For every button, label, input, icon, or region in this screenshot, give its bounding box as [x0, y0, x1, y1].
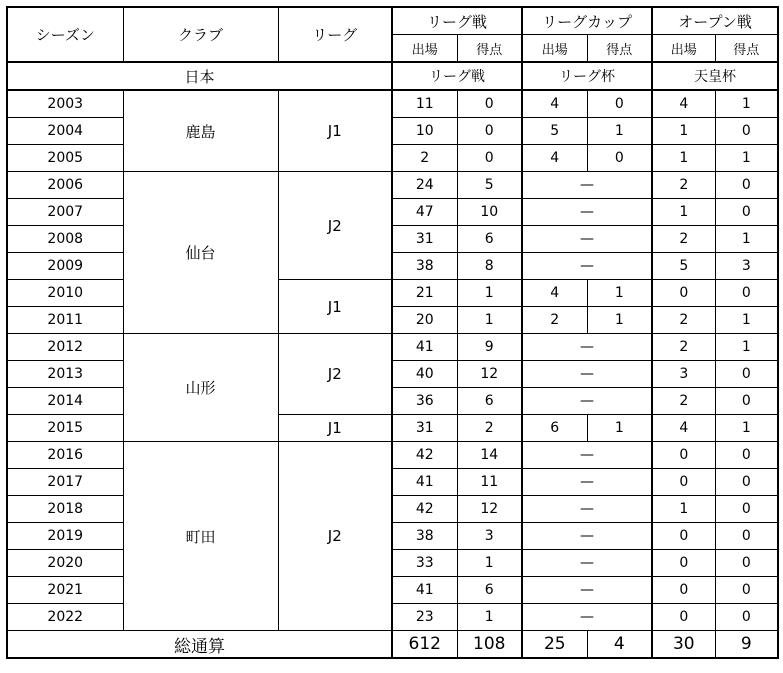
- cell-league-goals: 6: [457, 226, 522, 253]
- cell-open-apps: 1: [652, 118, 715, 145]
- cell-open-goals: 0: [715, 523, 778, 550]
- cell-cup-none: —: [522, 199, 652, 226]
- table-row: [7, 442, 778, 469]
- cell-open-goals: 1: [715, 415, 778, 442]
- header-group-1-apps: 出場: [522, 35, 587, 63]
- header-league: リーグ: [278, 7, 392, 62]
- header-group-1-goals: 得点: [587, 35, 652, 63]
- cell-season: 2015: [7, 415, 123, 442]
- cell-open-goals: 0: [715, 550, 778, 577]
- competition-label-1: リーグ杯: [522, 62, 652, 90]
- cell-cup-none: —: [522, 172, 652, 199]
- cell-cup-apps: 2: [522, 307, 587, 334]
- table-row: [7, 577, 778, 604]
- cell-cup-apps: 4: [522, 145, 587, 172]
- cell-league: J2: [278, 442, 392, 631]
- table-header-row-1: [7, 7, 778, 35]
- cell-season: 2003: [7, 90, 123, 118]
- cell-club: 町田: [123, 442, 278, 631]
- cell-open-goals: 1: [715, 307, 778, 334]
- cell-season: 2021: [7, 577, 123, 604]
- cell-league-goals: 0: [457, 145, 522, 172]
- table-row: [7, 361, 778, 388]
- cell-open-goals: 0: [715, 577, 778, 604]
- competition-label-0: リーグ戦: [392, 62, 522, 90]
- table-row: [7, 118, 778, 145]
- table-row: [7, 226, 778, 253]
- cell-cup-goals: 1: [587, 307, 652, 334]
- cell-open-apps: 2: [652, 172, 715, 199]
- cell-league-goals: 9: [457, 334, 522, 361]
- cell-open-apps: 2: [652, 226, 715, 253]
- header-group-2: オープン戦: [652, 7, 778, 35]
- cell-league-apps: 31: [392, 226, 457, 253]
- cell-league-apps: 11: [392, 90, 457, 118]
- cell-season: 2007: [7, 199, 123, 226]
- table-row: [7, 496, 778, 523]
- country-row: [7, 62, 778, 90]
- cell-open-goals: 0: [715, 280, 778, 307]
- table-row: [7, 199, 778, 226]
- total-row: [7, 631, 778, 659]
- cell-open-apps: 0: [652, 442, 715, 469]
- cell-cup-none: —: [522, 226, 652, 253]
- cell-league-apps: 41: [392, 469, 457, 496]
- cell-league-goals: 5: [457, 172, 522, 199]
- cell-league-goals: 3: [457, 523, 522, 550]
- cell-open-apps: 0: [652, 280, 715, 307]
- cell-league-apps: 2: [392, 145, 457, 172]
- career-stats-table: [6, 6, 779, 659]
- cell-league-goals: 1: [457, 307, 522, 334]
- total-open-apps: 30: [652, 631, 715, 659]
- total-league-goals: 108: [457, 631, 522, 659]
- cell-cup-apps: 4: [522, 90, 587, 118]
- cell-league-goals: 0: [457, 90, 522, 118]
- cell-cup-none: —: [522, 577, 652, 604]
- cell-season: 2016: [7, 442, 123, 469]
- cell-open-goals: 0: [715, 172, 778, 199]
- cell-league-apps: 21: [392, 280, 457, 307]
- table-row: [7, 172, 778, 199]
- cell-league-apps: 42: [392, 496, 457, 523]
- cell-club: 山形: [123, 334, 278, 442]
- cell-open-goals: 0: [715, 361, 778, 388]
- cell-cup-none: —: [522, 253, 652, 280]
- cell-league-apps: 36: [392, 388, 457, 415]
- cell-cup-goals: 1: [587, 280, 652, 307]
- table-row: [7, 253, 778, 280]
- cell-cup-none: —: [522, 604, 652, 631]
- table-row: [7, 307, 778, 334]
- cell-season: 2006: [7, 172, 123, 199]
- cell-cup-none: —: [522, 523, 652, 550]
- cell-season: 2022: [7, 604, 123, 631]
- cell-league-goals: 8: [457, 253, 522, 280]
- cell-open-apps: 0: [652, 469, 715, 496]
- cell-league-goals: 1: [457, 604, 522, 631]
- cell-cup-apps: 6: [522, 415, 587, 442]
- cell-league: J1: [278, 415, 392, 442]
- cell-league-goals: 1: [457, 280, 522, 307]
- cell-season: 2011: [7, 307, 123, 334]
- cell-season: 2013: [7, 361, 123, 388]
- cell-league-goals: 2: [457, 415, 522, 442]
- cell-season: 2010: [7, 280, 123, 307]
- table-row: [7, 550, 778, 577]
- cell-league: J1: [278, 280, 392, 334]
- cell-open-goals: 1: [715, 90, 778, 118]
- table-row: [7, 469, 778, 496]
- cell-season: 2014: [7, 388, 123, 415]
- cell-league-apps: 10: [392, 118, 457, 145]
- header-group-0: リーグ戦: [392, 7, 522, 35]
- cell-open-apps: 0: [652, 523, 715, 550]
- header-group-0-goals: 得点: [457, 35, 522, 63]
- header-season: シーズン: [7, 7, 123, 62]
- cell-season: 2008: [7, 226, 123, 253]
- cell-open-goals: 1: [715, 226, 778, 253]
- cell-open-goals: 0: [715, 604, 778, 631]
- cell-cup-goals: 0: [587, 145, 652, 172]
- cell-league-apps: 23: [392, 604, 457, 631]
- cell-cup-none: —: [522, 550, 652, 577]
- cell-cup-none: —: [522, 361, 652, 388]
- cell-club: 仙台: [123, 172, 278, 334]
- cell-league: J2: [278, 172, 392, 280]
- cell-season: 2005: [7, 145, 123, 172]
- cell-league-apps: 41: [392, 577, 457, 604]
- cell-open-apps: 2: [652, 334, 715, 361]
- cell-season: 2020: [7, 550, 123, 577]
- cell-league-apps: 24: [392, 172, 457, 199]
- country-label: 日本: [7, 62, 392, 90]
- cell-league-apps: 20: [392, 307, 457, 334]
- cell-open-goals: 3: [715, 253, 778, 280]
- table-row: [7, 90, 778, 118]
- table-row: [7, 604, 778, 631]
- cell-league-goals: 11: [457, 469, 522, 496]
- total-open-goals: 9: [715, 631, 778, 659]
- cell-season: 2018: [7, 496, 123, 523]
- header-group-0-apps: 出場: [392, 35, 457, 63]
- cell-open-apps: 0: [652, 550, 715, 577]
- cell-cup-goals: 1: [587, 415, 652, 442]
- table-row: [7, 523, 778, 550]
- cell-league-apps: 47: [392, 199, 457, 226]
- header-club: クラブ: [123, 7, 278, 62]
- cell-league: J1: [278, 90, 392, 172]
- cell-season: 2012: [7, 334, 123, 361]
- cell-open-apps: 2: [652, 307, 715, 334]
- cell-league-goals: 6: [457, 577, 522, 604]
- header-group-1: リーグカップ: [522, 7, 652, 35]
- cell-league-goals: 12: [457, 496, 522, 523]
- competition-label-2: 天皇杯: [652, 62, 778, 90]
- cell-cup-apps: 4: [522, 280, 587, 307]
- cell-open-goals: 0: [715, 118, 778, 145]
- cell-league-apps: 31: [392, 415, 457, 442]
- header-group-2-goals: 得点: [715, 35, 778, 63]
- cell-open-apps: 0: [652, 604, 715, 631]
- cell-season: 2004: [7, 118, 123, 145]
- cell-open-apps: 4: [652, 90, 715, 118]
- cell-league-goals: 1: [457, 550, 522, 577]
- table-row: [7, 415, 778, 442]
- cell-open-goals: 0: [715, 199, 778, 226]
- total-label: 総通算: [7, 631, 392, 659]
- cell-cup-goals: 1: [587, 118, 652, 145]
- table-row: [7, 334, 778, 361]
- cell-open-apps: 1: [652, 496, 715, 523]
- cell-open-goals: 0: [715, 388, 778, 415]
- cell-league: J2: [278, 334, 392, 415]
- total-cup-goals: 4: [587, 631, 652, 659]
- cell-season: 2009: [7, 253, 123, 280]
- cell-cup-none: —: [522, 334, 652, 361]
- cell-open-goals: 0: [715, 469, 778, 496]
- cell-open-goals: 0: [715, 496, 778, 523]
- cell-league-goals: 14: [457, 442, 522, 469]
- cell-league-apps: 33: [392, 550, 457, 577]
- cell-cup-apps: 5: [522, 118, 587, 145]
- cell-open-goals: 1: [715, 334, 778, 361]
- total-league-apps: 612: [392, 631, 457, 659]
- cell-open-apps: 1: [652, 145, 715, 172]
- cell-open-goals: 1: [715, 145, 778, 172]
- cell-league-apps: 38: [392, 253, 457, 280]
- cell-cup-none: —: [522, 442, 652, 469]
- cell-open-apps: 0: [652, 577, 715, 604]
- table-row: [7, 145, 778, 172]
- cell-league-goals: 10: [457, 199, 522, 226]
- cell-club: 鹿島: [123, 90, 278, 172]
- table-row: [7, 388, 778, 415]
- cell-league-apps: 40: [392, 361, 457, 388]
- cell-league-goals: 6: [457, 388, 522, 415]
- cell-league-apps: 41: [392, 334, 457, 361]
- cell-season: 2019: [7, 523, 123, 550]
- total-cup-apps: 25: [522, 631, 587, 659]
- cell-league-goals: 0: [457, 118, 522, 145]
- cell-open-apps: 4: [652, 415, 715, 442]
- cell-cup-none: —: [522, 496, 652, 523]
- header-group-2-apps: 出場: [652, 35, 715, 63]
- table-row: [7, 280, 778, 307]
- cell-league-apps: 38: [392, 523, 457, 550]
- cell-open-apps: 5: [652, 253, 715, 280]
- cell-league-goals: 12: [457, 361, 522, 388]
- cell-cup-none: —: [522, 388, 652, 415]
- cell-cup-goals: 0: [587, 90, 652, 118]
- cell-league-apps: 42: [392, 442, 457, 469]
- cell-open-apps: 2: [652, 388, 715, 415]
- cell-cup-none: —: [522, 469, 652, 496]
- cell-open-apps: 1: [652, 199, 715, 226]
- cell-open-apps: 3: [652, 361, 715, 388]
- cell-season: 2017: [7, 469, 123, 496]
- cell-open-goals: 0: [715, 442, 778, 469]
